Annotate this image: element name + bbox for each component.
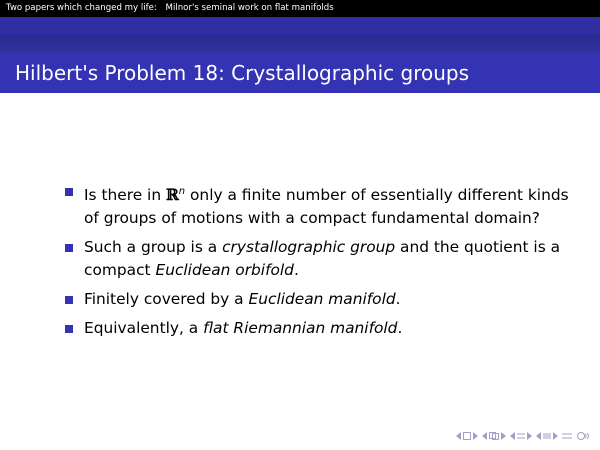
bullet-2-post: .: [293, 261, 299, 279]
bullet-4-post: .: [397, 319, 403, 337]
list-item: [62, 180, 572, 230]
subsection-prev-icon[interactable]: [482, 432, 488, 440]
dimension-exponent: n: [178, 186, 186, 197]
subsection-next-icon[interactable]: [500, 432, 506, 440]
bullet-3-em-term: Euclidean manifold: [248, 290, 396, 308]
section-nav-group: [510, 432, 532, 440]
align-icon[interactable]: [562, 432, 572, 440]
beamer-navigation: [456, 430, 590, 442]
headline-section-title: Milnor's seminal work on flat manifolds: [165, 3, 334, 13]
bullet-4-em-term: flat Riemannian manifold: [203, 319, 398, 337]
bullet-2-em-term-1: crystallographic group: [222, 238, 396, 256]
bullet-1-pre: Is there in: [84, 186, 166, 204]
frame-prev-icon[interactable]: [456, 432, 462, 440]
list-item: [62, 288, 572, 311]
bullet-3-pre: Finitely covered by a: [84, 290, 249, 308]
bullet-square-icon: [65, 244, 73, 252]
bullet-3-post: .: [395, 290, 401, 308]
subsection-icon: [489, 432, 499, 440]
slide-nav-group: [536, 432, 558, 440]
section-next-icon[interactable]: [526, 432, 532, 440]
real-numbers-symbol: ℝ: [165, 186, 179, 204]
bullet-4-pre: Equivalently, a: [84, 319, 204, 337]
frame-nav-group: [456, 432, 478, 440]
list-item: [62, 317, 572, 340]
bullet-square-icon: [65, 325, 73, 333]
slide-content: [62, 180, 572, 346]
slide-icon: [543, 432, 551, 440]
frame-title-bar: [0, 53, 600, 93]
bullet-square-icon: [65, 296, 73, 304]
frame-icon: [463, 432, 471, 440]
frame-title: Hilbert's Problem 18: Crystallographic groups: [15, 61, 470, 85]
section-icon: [517, 432, 525, 440]
section-prev-icon[interactable]: [510, 432, 516, 440]
search-icon[interactable]: [576, 431, 590, 441]
bullet-2-mid: and the quotient is a compact: [84, 238, 561, 279]
slide-prev-icon[interactable]: [536, 432, 542, 440]
slide-next-icon[interactable]: [552, 432, 558, 440]
bullet-square-icon: [65, 188, 73, 196]
headline-talk-title: Two papers which changed my life:: [6, 3, 157, 13]
list-item: [62, 236, 572, 282]
navigation-band: [0, 17, 600, 35]
frame-next-icon[interactable]: [472, 432, 478, 440]
shade-band: [0, 35, 600, 53]
bullet-2-em-term-2: Euclidean orbifold: [155, 261, 294, 279]
bullet-1-post: only a finite number of essentially different kinds of groups of motions with a compact fundamental domain?: [84, 186, 569, 227]
bullet-2-pre: Such a group is a: [84, 238, 223, 256]
subsection-nav-group: [482, 432, 506, 440]
headline-bar: [0, 0, 600, 17]
